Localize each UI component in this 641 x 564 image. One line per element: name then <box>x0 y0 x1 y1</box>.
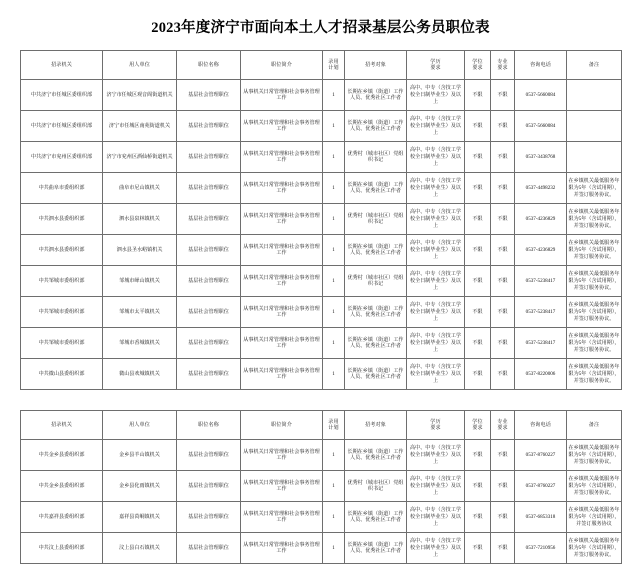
column-header-position-name: 职位名称 <box>177 411 241 440</box>
cell-position-desc: 从事机关日常管理和社会事务管理工作 <box>241 471 323 502</box>
cell-major: 不限 <box>491 142 515 173</box>
cell-unit: 济宁市任城区南苑街道机关 <box>103 111 177 142</box>
cell-target: 长期在乡镇（街道）工作人员、优秀社区工作者 <box>345 440 407 471</box>
cell-position-desc: 从事机关日常管理和社会事务管理工作 <box>241 502 323 533</box>
cell-remark <box>567 142 622 173</box>
cell-org: 中共邹城市委组织部 <box>21 266 103 297</box>
cell-remark <box>567 80 622 111</box>
cell-major: 不限 <box>491 173 515 204</box>
column-header-org: 招录机关 <box>21 411 103 440</box>
column-header-unit: 用人单位 <box>103 51 177 80</box>
table-row <box>21 297 622 328</box>
cell-plan: 1 <box>323 173 345 204</box>
column-header-degree-line1: 学位 <box>472 58 483 65</box>
cell-org: 中共泗水县委组织部 <box>21 204 103 235</box>
cell-phone: 0537-3438768 <box>515 142 567 173</box>
cell-major: 不限 <box>491 328 515 359</box>
cell-position-name: 基层社会管理职位 <box>177 359 241 390</box>
cell-position-name: 基层社会管理职位 <box>177 533 241 564</box>
cell-plan: 1 <box>323 471 345 502</box>
cell-org: 中共金乡县委组织部 <box>21 440 103 471</box>
table-row <box>21 440 622 471</box>
cell-education: 高中、中专（含技工学校全日制毕业生）及以上 <box>407 266 465 297</box>
cell-plan: 1 <box>323 359 345 390</box>
cell-phone: 0537-5238417 <box>515 328 567 359</box>
table-row <box>21 328 622 359</box>
column-header-org: 招录机关 <box>21 51 103 80</box>
cell-position-desc: 从事机关日常管理和社会事务管理工作 <box>241 204 323 235</box>
table-row <box>21 80 622 111</box>
cell-position-name: 基层社会管理职位 <box>177 471 241 502</box>
cell-plan: 1 <box>323 142 345 173</box>
cell-target: 长期在乡镇（街道）工作人员、优秀社区工作者 <box>345 111 407 142</box>
cell-phone: 0537-4236829 <box>515 235 567 266</box>
cell-education: 高中、中专（含技工学校全日制毕业生）及以上 <box>407 80 465 111</box>
cell-position-desc: 从事机关日常管理和社会事务管理工作 <box>241 533 323 564</box>
cell-unit: 嘉祥县莴峒镇机关 <box>103 502 177 533</box>
column-header-major-line1: 专业 <box>497 58 508 65</box>
column-header-target: 招考对象 <box>345 411 407 440</box>
cell-remark: 在乡镇机关最低服务年限为5年（含试用期），并签订服务协议。 <box>567 533 622 564</box>
table-row <box>21 471 622 502</box>
cell-major: 不限 <box>491 359 515 390</box>
cell-degree: 不限 <box>465 173 491 204</box>
cell-position-desc: 从事机关日常管理和社会事务管理工作 <box>241 142 323 173</box>
cell-position-desc: 从事机关日常管理和社会事务管理工作 <box>241 328 323 359</box>
cell-education: 高中、中专（含技工学校全日制毕业生）及以上 <box>407 440 465 471</box>
cell-education: 高中、中专（含技工学校全日制毕业生）及以上 <box>407 328 465 359</box>
cell-major: 不限 <box>491 502 515 533</box>
job-table-part1 <box>20 50 622 390</box>
cell-remark: 在乡镇机关最低服务年限为5年（含试用期），并签订服务协议。 <box>567 297 622 328</box>
cell-education: 高中、中专（含技工学校全日制毕业生）及以上 <box>407 471 465 502</box>
cell-degree: 不限 <box>465 111 491 142</box>
column-header-degree <box>465 411 491 440</box>
cell-unit: 曲阜市尼山镇机关 <box>103 173 177 204</box>
table-row <box>21 173 622 204</box>
column-header-degree-line1: 学位 <box>472 418 483 425</box>
column-header-major-line2: 要求 <box>497 425 508 432</box>
cell-org: 中共汶上县委组织部 <box>21 533 103 564</box>
cell-position-desc: 从事机关日常管理和社会事务管理工作 <box>241 440 323 471</box>
cell-position-desc: 从事机关日常管理和社会事务管理工作 <box>241 359 323 390</box>
cell-org: 中共邹城市委组织部 <box>21 328 103 359</box>
cell-unit: 泗水县圣水峪镇机关 <box>103 235 177 266</box>
cell-remark: 在乡镇机关最低服务年限为5年（含试用期），并签订服务协议。 <box>567 266 622 297</box>
cell-education: 高中、中专（含技工学校全日制毕业生）及以上 <box>407 502 465 533</box>
table-body-part1 <box>21 80 622 390</box>
table-body-part2 <box>21 440 622 564</box>
cell-degree: 不限 <box>465 359 491 390</box>
cell-unit: 济宁市任城区观音阁街道机关 <box>103 80 177 111</box>
table-row <box>21 266 622 297</box>
cell-plan: 1 <box>323 297 345 328</box>
cell-remark: 在乡镇机关最低服务年限为5年（含试用期），并签订服务协议。 <box>567 328 622 359</box>
cell-degree: 不限 <box>465 502 491 533</box>
cell-target: 长期在乡镇（街道）工作人员、优秀社区工作者 <box>345 80 407 111</box>
column-header-unit: 用人单位 <box>103 411 177 440</box>
job-table-part2 <box>20 410 622 564</box>
column-header-education <box>407 51 465 80</box>
cell-position-name: 基层社会管理职位 <box>177 204 241 235</box>
cell-position-desc: 从事机关日常管理和社会事务管理工作 <box>241 173 323 204</box>
cell-major: 不限 <box>491 80 515 111</box>
column-header-education-line2: 要求 <box>430 65 441 72</box>
cell-degree: 不限 <box>465 471 491 502</box>
cell-remark: 在乡镇机关最低服务年限为5年（含试用期），并签订服务协议。 <box>567 440 622 471</box>
column-header-plan <box>323 411 345 440</box>
column-header-remark: 备注 <box>567 51 622 80</box>
cell-target: 优秀村（城市社区）党组织书记 <box>345 471 407 502</box>
cell-position-name: 基层社会管理职位 <box>177 173 241 204</box>
cell-org: 中共济宁市任城区委组织部 <box>21 111 103 142</box>
column-header-degree-line2: 要求 <box>472 65 483 72</box>
cell-position-name: 基层社会管理职位 <box>177 235 241 266</box>
table-header-row <box>21 51 622 80</box>
cell-position-name: 基层社会管理职位 <box>177 328 241 359</box>
cell-org: 中共济宁市兖州区委组织部 <box>21 142 103 173</box>
cell-unit: 金乡县化雨镇机关 <box>103 471 177 502</box>
cell-phone: 0537-5238417 <box>515 266 567 297</box>
cell-plan: 1 <box>323 502 345 533</box>
cell-phone: 0537-4236829 <box>515 204 567 235</box>
cell-major: 不限 <box>491 204 515 235</box>
column-header-phone: 咨询电话 <box>515 51 567 80</box>
cell-degree: 不限 <box>465 204 491 235</box>
page-title: 2023年度济宁市面向本土人才招录基层公务员职位表 <box>151 20 490 36</box>
column-header-remark: 备注 <box>567 411 622 440</box>
cell-unit: 汶上县白石镇机关 <box>103 533 177 564</box>
column-header-plan-line2: 计划 <box>328 425 339 432</box>
cell-degree: 不限 <box>465 142 491 173</box>
cell-position-name: 基层社会管理职位 <box>177 266 241 297</box>
cell-phone: 0537-5660084 <box>515 111 567 142</box>
cell-unit: 邹城市太平镇机关 <box>103 297 177 328</box>
cell-major: 不限 <box>491 297 515 328</box>
column-header-education <box>407 411 465 440</box>
cell-education: 高中、中专（含技工学校全日制毕业生）及以上 <box>407 235 465 266</box>
cell-target: 长期在乡镇（街道）工作人员、优秀社区工作者 <box>345 297 407 328</box>
column-header-major-line2: 要求 <box>497 65 508 72</box>
column-header-major <box>491 51 515 80</box>
cell-org: 中共嘉祥县委组织部 <box>21 502 103 533</box>
cell-position-name: 基层社会管理职位 <box>177 440 241 471</box>
cell-plan: 1 <box>323 533 345 564</box>
table-row <box>21 533 622 564</box>
cell-position-desc: 从事机关日常管理和社会事务管理工作 <box>241 111 323 142</box>
cell-degree: 不限 <box>465 266 491 297</box>
cell-position-name: 基层社会管理职位 <box>177 297 241 328</box>
cell-target: 长期在乡镇（街道）工作人员、优秀社区工作者 <box>345 533 407 564</box>
cell-target: 长期在乡镇（街道）工作人员、优秀社区工作者 <box>345 502 407 533</box>
cell-education: 高中、中专（含技工学校全日制毕业生）及以上 <box>407 111 465 142</box>
column-header-plan <box>323 51 345 80</box>
cell-degree: 不限 <box>465 80 491 111</box>
table-row <box>21 502 622 533</box>
cell-position-name: 基层社会管理职位 <box>177 142 241 173</box>
cell-major: 不限 <box>491 440 515 471</box>
table-row <box>21 359 622 390</box>
column-header-degree-line2: 要求 <box>472 425 483 432</box>
cell-education: 高中、中专（含技工学校全日制毕业生）及以上 <box>407 142 465 173</box>
column-header-position-desc: 职位简介 <box>241 411 323 440</box>
cell-org: 中共邹城市委组织部 <box>21 297 103 328</box>
cell-major: 不限 <box>491 111 515 142</box>
cell-phone: 0537-6853318 <box>515 502 567 533</box>
table-header-row <box>21 411 622 440</box>
cell-plan: 1 <box>323 266 345 297</box>
table-row <box>21 111 622 142</box>
cell-org: 中共泗水县委组织部 <box>21 235 103 266</box>
cell-degree: 不限 <box>465 235 491 266</box>
cell-phone: 0537-8220006 <box>515 359 567 390</box>
column-header-position-desc: 职位简介 <box>241 51 323 80</box>
cell-remark: 在乡镇机关最低服务年限为5年（含试用期），并签订服务协议。 <box>567 204 622 235</box>
cell-education: 高中、中专（含技工学校全日制毕业生）及以上 <box>407 173 465 204</box>
cell-target: 长期在乡镇（街道）工作人员、优秀社区工作者 <box>345 359 407 390</box>
cell-plan: 1 <box>323 204 345 235</box>
cell-remark: 在乡镇机关最低服务年限为5年（含试用期），并签订服务协议。 <box>567 471 622 502</box>
cell-phone: 0537-4498232 <box>515 173 567 204</box>
cell-position-desc: 从事机关日常管理和社会事务管理工作 <box>241 80 323 111</box>
cell-education: 高中、中专（含技工学校全日制毕业生）及以上 <box>407 533 465 564</box>
cell-remark: 在乡镇机关最低服务年限为5年（含试用期），并签订服务协议。 <box>567 235 622 266</box>
cell-org: 中共曲阜市委组织部 <box>21 173 103 204</box>
cell-unit: 微山县欢城镇机关 <box>103 359 177 390</box>
cell-major: 不限 <box>491 266 515 297</box>
cell-degree: 不限 <box>465 440 491 471</box>
cell-position-name: 基层社会管理职位 <box>177 80 241 111</box>
cell-plan: 1 <box>323 111 345 142</box>
cell-position-name: 基层社会管理职位 <box>177 502 241 533</box>
cell-remark <box>567 111 622 142</box>
cell-degree: 不限 <box>465 297 491 328</box>
cell-phone: 0537-8760227 <box>515 471 567 502</box>
column-header-degree <box>465 51 491 80</box>
cell-target: 长期在乡镇（街道）工作人员、优秀社区工作者 <box>345 328 407 359</box>
cell-phone: 0537-5660084 <box>515 80 567 111</box>
cell-plan: 1 <box>323 80 345 111</box>
cell-major: 不限 <box>491 235 515 266</box>
column-header-position-name: 职位名称 <box>177 51 241 80</box>
cell-target: 长期在乡镇（街道）工作人员、优秀社区工作者 <box>345 235 407 266</box>
column-header-education-line1: 学历 <box>430 58 441 65</box>
column-header-education-line1: 学历 <box>430 418 441 425</box>
cell-degree: 不限 <box>465 533 491 564</box>
cell-unit: 邹城市香城镇机关 <box>103 328 177 359</box>
cell-unit: 济宁市兖州区酒仙桥街道机关 <box>103 142 177 173</box>
cell-remark: 在乡镇机关最低服务年限为5年（含试用期），并签订服务协议 <box>567 502 622 533</box>
cell-unit: 邹城市峄山镇机关 <box>103 266 177 297</box>
cell-remark: 在乡镇机关最低服务年限为5年（含试用期），并签订服务协议。 <box>567 173 622 204</box>
cell-position-name: 基层社会管理职位 <box>177 111 241 142</box>
cell-position-desc: 从事机关日常管理和社会事务管理工作 <box>241 297 323 328</box>
column-header-major <box>491 411 515 440</box>
cell-major: 不限 <box>491 533 515 564</box>
cell-target: 长期在乡镇（街道）工作人员、优秀社区工作者 <box>345 173 407 204</box>
column-header-phone: 咨询电话 <box>515 411 567 440</box>
table-row <box>21 204 622 235</box>
cell-education: 高中、中专（含技工学校全日制毕业生）及以上 <box>407 359 465 390</box>
cell-unit: 泗水县泉林镇机关 <box>103 204 177 235</box>
column-header-major-line1: 专业 <box>497 418 508 425</box>
cell-org: 中共济宁市任城区委组织部 <box>21 80 103 111</box>
table-row <box>21 235 622 266</box>
cell-unit: 金乡县羊山镇机关 <box>103 440 177 471</box>
column-header-target: 招考对象 <box>345 51 407 80</box>
cell-major: 不限 <box>491 471 515 502</box>
cell-degree: 不限 <box>465 328 491 359</box>
cell-position-desc: 从事机关日常管理和社会事务管理工作 <box>241 266 323 297</box>
cell-org: 中共金乡县委组织部 <box>21 471 103 502</box>
cell-target: 优秀村（城市社区）党组织书记 <box>345 266 407 297</box>
column-header-plan-line1: 录用 <box>328 58 339 65</box>
column-header-education-line2: 要求 <box>430 425 441 432</box>
cell-plan: 1 <box>323 328 345 359</box>
cell-org: 中共微山县委组织部 <box>21 359 103 390</box>
cell-target: 优秀村（城市社区）党组织书记 <box>345 142 407 173</box>
cell-target: 优秀村（城市社区）党组织书记 <box>345 204 407 235</box>
cell-plan: 1 <box>323 440 345 471</box>
table-row <box>21 142 622 173</box>
cell-phone: 0537-5238417 <box>515 297 567 328</box>
column-header-plan-line2: 计划 <box>328 65 339 72</box>
cell-plan: 1 <box>323 235 345 266</box>
cell-remark: 在乡镇机关最低服务年限为5年（含试用期），并签订服务协议。 <box>567 359 622 390</box>
cell-phone: 0537-8760227 <box>515 440 567 471</box>
cell-education: 高中、中专（含技工学校全日制毕业生）及以上 <box>407 204 465 235</box>
cell-position-desc: 从事机关日常管理和社会事务管理工作 <box>241 235 323 266</box>
cell-phone: 0537-7210956 <box>515 533 567 564</box>
cell-education: 高中、中专（含技工学校全日制毕业生）及以上 <box>407 297 465 328</box>
column-header-plan-line1: 录用 <box>328 418 339 425</box>
